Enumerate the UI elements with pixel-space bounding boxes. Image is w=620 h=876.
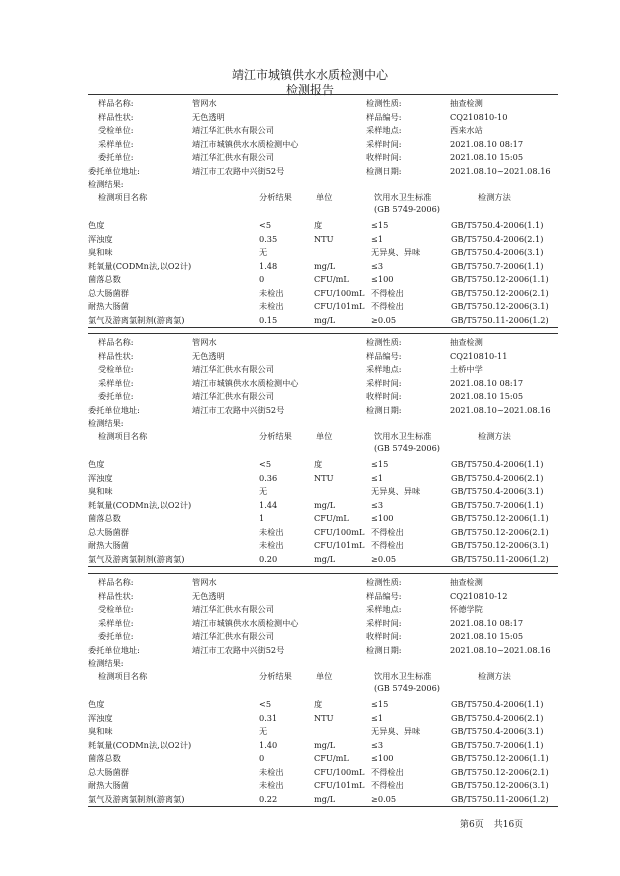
table-row <box>88 698 558 710</box>
cell-item: 菌落总数 <box>88 513 121 523</box>
cell-unit: CFU/mL <box>314 513 349 523</box>
table-header-sub <box>88 682 558 694</box>
cell-result: 未检出 <box>259 287 284 298</box>
cell-unit: mg/L <box>314 553 336 564</box>
cell-result: 0.15 <box>259 314 278 325</box>
table-row <box>88 793 558 805</box>
cell-method: GB/T5750.4-2006(1.1) <box>451 699 544 709</box>
col-header-standard-sub: (GB 5749-2006) <box>374 443 440 453</box>
col-header-method: 检测方法 <box>478 192 511 202</box>
cell-result: <5 <box>259 699 272 709</box>
col-header-result: 分析结果 <box>259 671 292 681</box>
cell-item: 总大肠菌群 <box>88 766 129 777</box>
cell-item: 臭和味 <box>88 247 113 257</box>
info-label: 样品编号: <box>366 350 402 361</box>
page-footer <box>460 817 533 830</box>
info-row <box>88 404 558 416</box>
col-header-item: 检测项目名称 <box>98 192 148 202</box>
info-value: 2021.08.10~2021.08.16 <box>450 165 551 176</box>
info-value: 管网水 <box>192 98 217 108</box>
cell-unit: CFU/100mL <box>314 766 365 777</box>
table-row <box>88 553 558 565</box>
info-label: 收样时间: <box>366 391 402 401</box>
info-row <box>88 336 558 348</box>
cell-item: 臭和味 <box>88 486 113 496</box>
cell-method: GB/T5750.4-2006(1.1) <box>451 220 544 230</box>
info-label: 采样地点: <box>366 604 402 614</box>
info-label: 委托单位地址: <box>88 165 140 176</box>
info-label: 检测性质: <box>366 577 402 587</box>
table-row <box>88 485 558 497</box>
cell-result: 无 <box>259 247 268 257</box>
info-value: 靖江市城镇供水水质检测中心 <box>192 377 299 388</box>
page-total: 共16页 <box>493 820 524 830</box>
info-label: 样品性状: <box>98 590 134 601</box>
info-row <box>88 165 558 177</box>
cell-unit: CFU/mL <box>314 753 349 763</box>
info-value: 抽查检测 <box>450 577 483 587</box>
results-label: 检测结果: <box>88 179 124 189</box>
table-row <box>88 273 558 285</box>
cell-result: 无 <box>259 486 268 496</box>
info-row <box>88 630 558 642</box>
cell-method: GB/T5750.7-2006(1.1) <box>451 260 544 271</box>
info-value: 2021.08.10 15:05 <box>450 391 524 401</box>
info-label: 样品名称: <box>98 98 134 108</box>
cell-standard: ≤100 <box>371 753 394 763</box>
cell-result: 1.44 <box>259 499 278 510</box>
cell-method: GB/T5750.4-2006(2.1) <box>451 233 544 244</box>
cell-standard: 不得检出 <box>371 526 404 537</box>
info-row <box>88 617 558 629</box>
divider <box>88 327 558 328</box>
info-label: 采样单位: <box>98 138 134 149</box>
cell-item: 臭和味 <box>88 726 113 736</box>
col-header-standard-sub: (GB 5749-2006) <box>374 204 440 214</box>
cell-method: GB/T5750.4-2006(1.1) <box>451 459 544 469</box>
info-value: 抽查检测 <box>450 98 483 108</box>
info-label: 样品编号: <box>366 111 402 122</box>
cell-standard: ≤100 <box>371 513 394 523</box>
cell-standard: ≤1 <box>371 472 384 483</box>
info-label: 采样单位: <box>98 617 134 628</box>
cell-unit: NTU <box>314 472 334 483</box>
cell-method: GB/T5750.11-2006(1.2) <box>451 793 549 804</box>
cell-unit: mg/L <box>314 260 336 271</box>
info-value: 管网水 <box>192 337 217 347</box>
table-row <box>88 472 558 484</box>
table-header-sub <box>88 203 558 215</box>
col-header-unit: 单位 <box>316 192 333 202</box>
info-value: 靖江市城镇供水水质检测中心 <box>192 617 299 628</box>
cell-item: 氯气及游离氯制剂(游离氯) <box>88 553 185 564</box>
cell-result: 0 <box>259 274 265 284</box>
table-row <box>88 539 558 551</box>
info-row <box>88 350 558 362</box>
cell-method: GB/T5750.11-2006(1.2) <box>451 553 549 564</box>
info-label: 受检单位: <box>98 364 134 374</box>
divider <box>88 94 558 95</box>
info-label: 委托单位: <box>98 152 134 162</box>
table-row <box>88 512 558 524</box>
cell-method: GB/T5750.12-2006(3.1) <box>451 540 549 550</box>
info-label: 收样时间: <box>366 152 402 162</box>
info-value: 2021.08.10 15:05 <box>450 152 524 162</box>
cell-item: 总大肠菌群 <box>88 287 129 298</box>
table-row <box>88 725 558 737</box>
cell-method: GB/T5750.4-2006(3.1) <box>451 726 544 736</box>
col-header-standard: 饮用水卫生标准 <box>374 671 432 681</box>
cell-standard: 不得检出 <box>371 301 404 311</box>
cell-method: GB/T5750.12-2006(3.1) <box>451 780 549 790</box>
info-value: 靖江市工农路中兴街52号 <box>192 165 285 176</box>
info-row <box>88 390 558 402</box>
info-label: 检测日期: <box>366 644 402 655</box>
col-header-item: 检测项目名称 <box>98 671 148 681</box>
results-label: 检测结果: <box>88 658 124 668</box>
cell-item: 耐热大肠菌 <box>88 301 129 311</box>
info-value: 怀德学院 <box>450 604 483 614</box>
cell-item: 氯气及游离氯制剂(游离氯) <box>88 793 185 804</box>
info-label: 检测日期: <box>366 404 402 415</box>
cell-standard: 不得检出 <box>371 540 404 550</box>
cell-item: 耗氧量(CODMn法,以O2计) <box>88 499 192 510</box>
report-title: 靖江市城镇供水水质检测中心 <box>231 68 388 82</box>
info-value: 靖江华汇供水有限公司 <box>192 631 274 641</box>
col-header-standard: 饮用水卫生标准 <box>374 192 432 202</box>
info-value: 无色透明 <box>192 590 225 601</box>
cell-unit: CFU/101mL <box>314 540 365 550</box>
cell-method: GB/T5750.4-2006(2.1) <box>451 712 544 723</box>
col-header-item: 检测项目名称 <box>98 431 148 441</box>
info-label: 委托单位地址: <box>88 644 140 655</box>
info-value: 2021.08.10~2021.08.16 <box>450 644 551 655</box>
cell-standard: ≤15 <box>371 699 389 709</box>
table-row <box>88 233 558 245</box>
cell-item: 耗氧量(CODMn法,以O2计) <box>88 260 192 271</box>
info-label: 样品名称: <box>98 577 134 587</box>
info-label: 样品性状: <box>98 350 134 361</box>
cell-method: GB/T5750.12-2006(1.1) <box>451 753 549 763</box>
cell-item: 总大肠菌群 <box>88 526 129 537</box>
cell-unit: 度 <box>314 459 323 469</box>
info-value: CQ210810-12 <box>450 590 508 601</box>
table-row <box>88 499 558 511</box>
cell-unit: mg/L <box>314 499 336 510</box>
info-row <box>88 603 558 615</box>
cell-method: GB/T5750.12-2006(3.1) <box>451 301 549 311</box>
info-row <box>88 644 558 656</box>
info-value: 靖江华汇供水有限公司 <box>192 391 274 401</box>
divider <box>88 573 558 574</box>
cell-result: 未检出 <box>259 301 284 311</box>
cell-result: 0.36 <box>259 472 278 483</box>
col-header-unit: 单位 <box>316 671 333 681</box>
cell-standard: 不得检出 <box>371 766 404 777</box>
info-label: 样品编号: <box>366 590 402 601</box>
info-row <box>88 111 558 123</box>
cell-result: 0 <box>259 753 265 763</box>
report-subtitle: 检测报告 <box>285 83 334 97</box>
cell-unit: CFU/mL <box>314 274 349 284</box>
info-label: 委托单位地址: <box>88 404 140 415</box>
cell-item: 色度 <box>88 699 105 709</box>
info-value: 管网水 <box>192 577 217 587</box>
cell-item: 菌落总数 <box>88 274 121 284</box>
table-row <box>88 314 558 326</box>
col-header-standard-sub: (GB 5749-2006) <box>374 683 440 693</box>
cell-result: 未检出 <box>259 766 284 777</box>
info-label: 采样时间: <box>366 617 402 628</box>
cell-unit: CFU/101mL <box>314 780 365 790</box>
info-value: 靖江华汇供水有限公司 <box>192 364 274 374</box>
info-value: 2021.08.10 08:17 <box>450 138 524 149</box>
cell-unit: 度 <box>314 699 323 709</box>
info-value: 靖江华汇供水有限公司 <box>192 604 274 614</box>
info-value: CQ210810-10 <box>450 111 508 122</box>
table-row <box>88 752 558 764</box>
info-value: 靖江市工农路中兴街52号 <box>192 404 285 415</box>
cell-result: 0.35 <box>259 233 278 244</box>
info-label: 采样时间: <box>366 377 402 388</box>
col-header-unit: 单位 <box>316 431 333 441</box>
info-row <box>88 138 558 150</box>
col-header-result: 分析结果 <box>259 192 292 202</box>
table-row <box>88 779 558 791</box>
cell-standard: ≤15 <box>371 220 389 230</box>
cell-method: GB/T5750.12-2006(1.1) <box>451 274 549 284</box>
cell-unit: CFU/101mL <box>314 301 365 311</box>
cell-result: 未检出 <box>259 540 284 550</box>
cell-standard: 无异臭、异味 <box>371 247 421 257</box>
cell-standard: ≤3 <box>371 260 384 271</box>
info-label: 检测性质: <box>366 337 402 347</box>
cell-item: 耐热大肠菌 <box>88 780 129 790</box>
info-label: 委托单位: <box>98 631 134 641</box>
table-header <box>88 670 558 682</box>
cell-result: 1.48 <box>259 260 278 271</box>
cell-standard: ≤100 <box>371 274 394 284</box>
cell-standard: ≤3 <box>371 739 384 750</box>
info-row <box>88 377 558 389</box>
divider <box>88 333 558 334</box>
table-row <box>88 260 558 272</box>
cell-item: 浑浊度 <box>88 233 113 244</box>
info-row <box>88 363 558 375</box>
cell-standard: ≥0.05 <box>371 793 397 804</box>
cell-method: GB/T5750.7-2006(1.1) <box>451 499 544 510</box>
cell-item: 浑浊度 <box>88 472 113 483</box>
cell-item: 耐热大肠菌 <box>88 540 129 550</box>
info-value: 靖江华汇供水有限公司 <box>192 125 274 135</box>
cell-standard: ≥0.05 <box>371 553 397 564</box>
info-value: 2021.08.10 08:17 <box>450 377 524 388</box>
info-row <box>88 576 558 588</box>
info-label: 委托单位: <box>98 391 134 401</box>
cell-method: GB/T5750.11-2006(1.2) <box>451 314 549 325</box>
cell-method: GB/T5750.12-2006(2.1) <box>451 766 549 777</box>
cell-result: 1 <box>259 513 265 523</box>
info-value: 靖江市城镇供水水质检测中心 <box>192 138 299 149</box>
info-value: 2021.08.10 15:05 <box>450 631 524 641</box>
divider <box>88 566 558 567</box>
cell-unit: NTU <box>314 233 334 244</box>
cell-unit: mg/L <box>314 739 336 750</box>
info-row <box>88 151 558 163</box>
info-label: 受检单位: <box>98 125 134 135</box>
info-label: 采样地点: <box>366 364 402 374</box>
cell-result: 0.31 <box>259 712 278 723</box>
cell-result: 0.22 <box>259 793 278 804</box>
cell-item: 色度 <box>88 220 105 230</box>
results-label: 检测结果: <box>88 418 124 428</box>
info-value: 靖江华汇供水有限公司 <box>192 152 274 162</box>
cell-method: GB/T5750.4-2006(3.1) <box>451 486 544 496</box>
info-label: 样品性状: <box>98 111 134 122</box>
cell-unit: 度 <box>314 220 323 230</box>
cell-unit: NTU <box>314 712 334 723</box>
col-header-result: 分析结果 <box>259 431 292 441</box>
cell-standard: ≤1 <box>371 712 384 723</box>
table-row <box>88 739 558 751</box>
cell-method: GB/T5750.7-2006(1.1) <box>451 739 544 750</box>
table-row <box>88 300 558 312</box>
table-row <box>88 287 558 299</box>
info-label: 采样单位: <box>98 377 134 388</box>
cell-method: GB/T5750.12-2006(2.1) <box>451 526 549 537</box>
cell-standard: 不得检出 <box>371 287 404 298</box>
table-header <box>88 430 558 442</box>
info-label: 收样时间: <box>366 631 402 641</box>
table-row <box>88 712 558 724</box>
cell-result: 1.40 <box>259 739 278 750</box>
col-header-method: 检测方法 <box>478 671 511 681</box>
table-row <box>88 766 558 778</box>
cell-standard: ≤1 <box>371 233 384 244</box>
cell-item: 浑浊度 <box>88 712 113 723</box>
cell-standard: ≥0.05 <box>371 314 397 325</box>
table-header <box>88 191 558 203</box>
table-row <box>88 458 558 470</box>
info-row <box>88 97 558 109</box>
cell-standard: 无异臭、异味 <box>371 726 421 736</box>
table-row <box>88 526 558 538</box>
cell-item: 菌落总数 <box>88 753 121 763</box>
table-header-sub <box>88 442 558 454</box>
info-label: 采样地点: <box>366 125 402 135</box>
table-row <box>88 219 558 231</box>
cell-result: 无 <box>259 726 268 736</box>
cell-unit: mg/L <box>314 793 336 804</box>
info-label: 样品名称: <box>98 337 134 347</box>
info-label: 受检单位: <box>98 604 134 614</box>
info-value: 无色透明 <box>192 350 225 361</box>
cell-unit: CFU/100mL <box>314 526 365 537</box>
col-header-method: 检测方法 <box>478 431 511 441</box>
cell-result: <5 <box>259 220 272 230</box>
cell-result: <5 <box>259 459 272 469</box>
cell-method: GB/T5750.4-2006(2.1) <box>451 472 544 483</box>
cell-standard: 不得检出 <box>371 780 404 790</box>
page-number: 第6页 <box>460 820 484 830</box>
info-label: 检测性质: <box>366 98 402 108</box>
results-heading <box>88 178 558 190</box>
info-value: 抽查检测 <box>450 337 483 347</box>
cell-standard: ≤3 <box>371 499 384 510</box>
cell-method: GB/T5750.12-2006(2.1) <box>451 287 549 298</box>
results-heading <box>88 417 558 429</box>
info-value: CQ210810-11 <box>450 350 508 361</box>
cell-method: GB/T5750.12-2006(1.1) <box>451 513 549 523</box>
info-value: 2021.08.10 08:17 <box>450 617 524 628</box>
info-value: 靖江市工农路中兴街52号 <box>192 644 285 655</box>
cell-unit: CFU/100mL <box>314 287 365 298</box>
table-row <box>88 246 558 258</box>
info-value: 西来水站 <box>450 125 483 135</box>
cell-method: GB/T5750.4-2006(3.1) <box>451 247 544 257</box>
cell-standard: ≤15 <box>371 459 389 469</box>
info-value: 无色透明 <box>192 111 225 122</box>
info-label: 采样时间: <box>366 138 402 149</box>
cell-result: 未检出 <box>259 526 284 537</box>
info-row <box>88 124 558 136</box>
results-heading <box>88 657 558 669</box>
cell-result: 未检出 <box>259 780 284 790</box>
cell-standard: 无异臭、异味 <box>371 486 421 496</box>
info-value: 2021.08.10~2021.08.16 <box>450 404 551 415</box>
cell-item: 色度 <box>88 459 105 469</box>
cell-item: 氯气及游离氯制剂(游离氯) <box>88 314 185 325</box>
info-row <box>88 590 558 602</box>
divider <box>88 806 558 807</box>
info-value: 土桥中学 <box>450 364 483 374</box>
cell-result: 0.20 <box>259 553 278 564</box>
info-label: 检测日期: <box>366 165 402 176</box>
cell-item: 耗氧量(CODMn法,以O2计) <box>88 739 192 750</box>
col-header-standard: 饮用水卫生标准 <box>374 431 432 441</box>
cell-unit: mg/L <box>314 314 336 325</box>
